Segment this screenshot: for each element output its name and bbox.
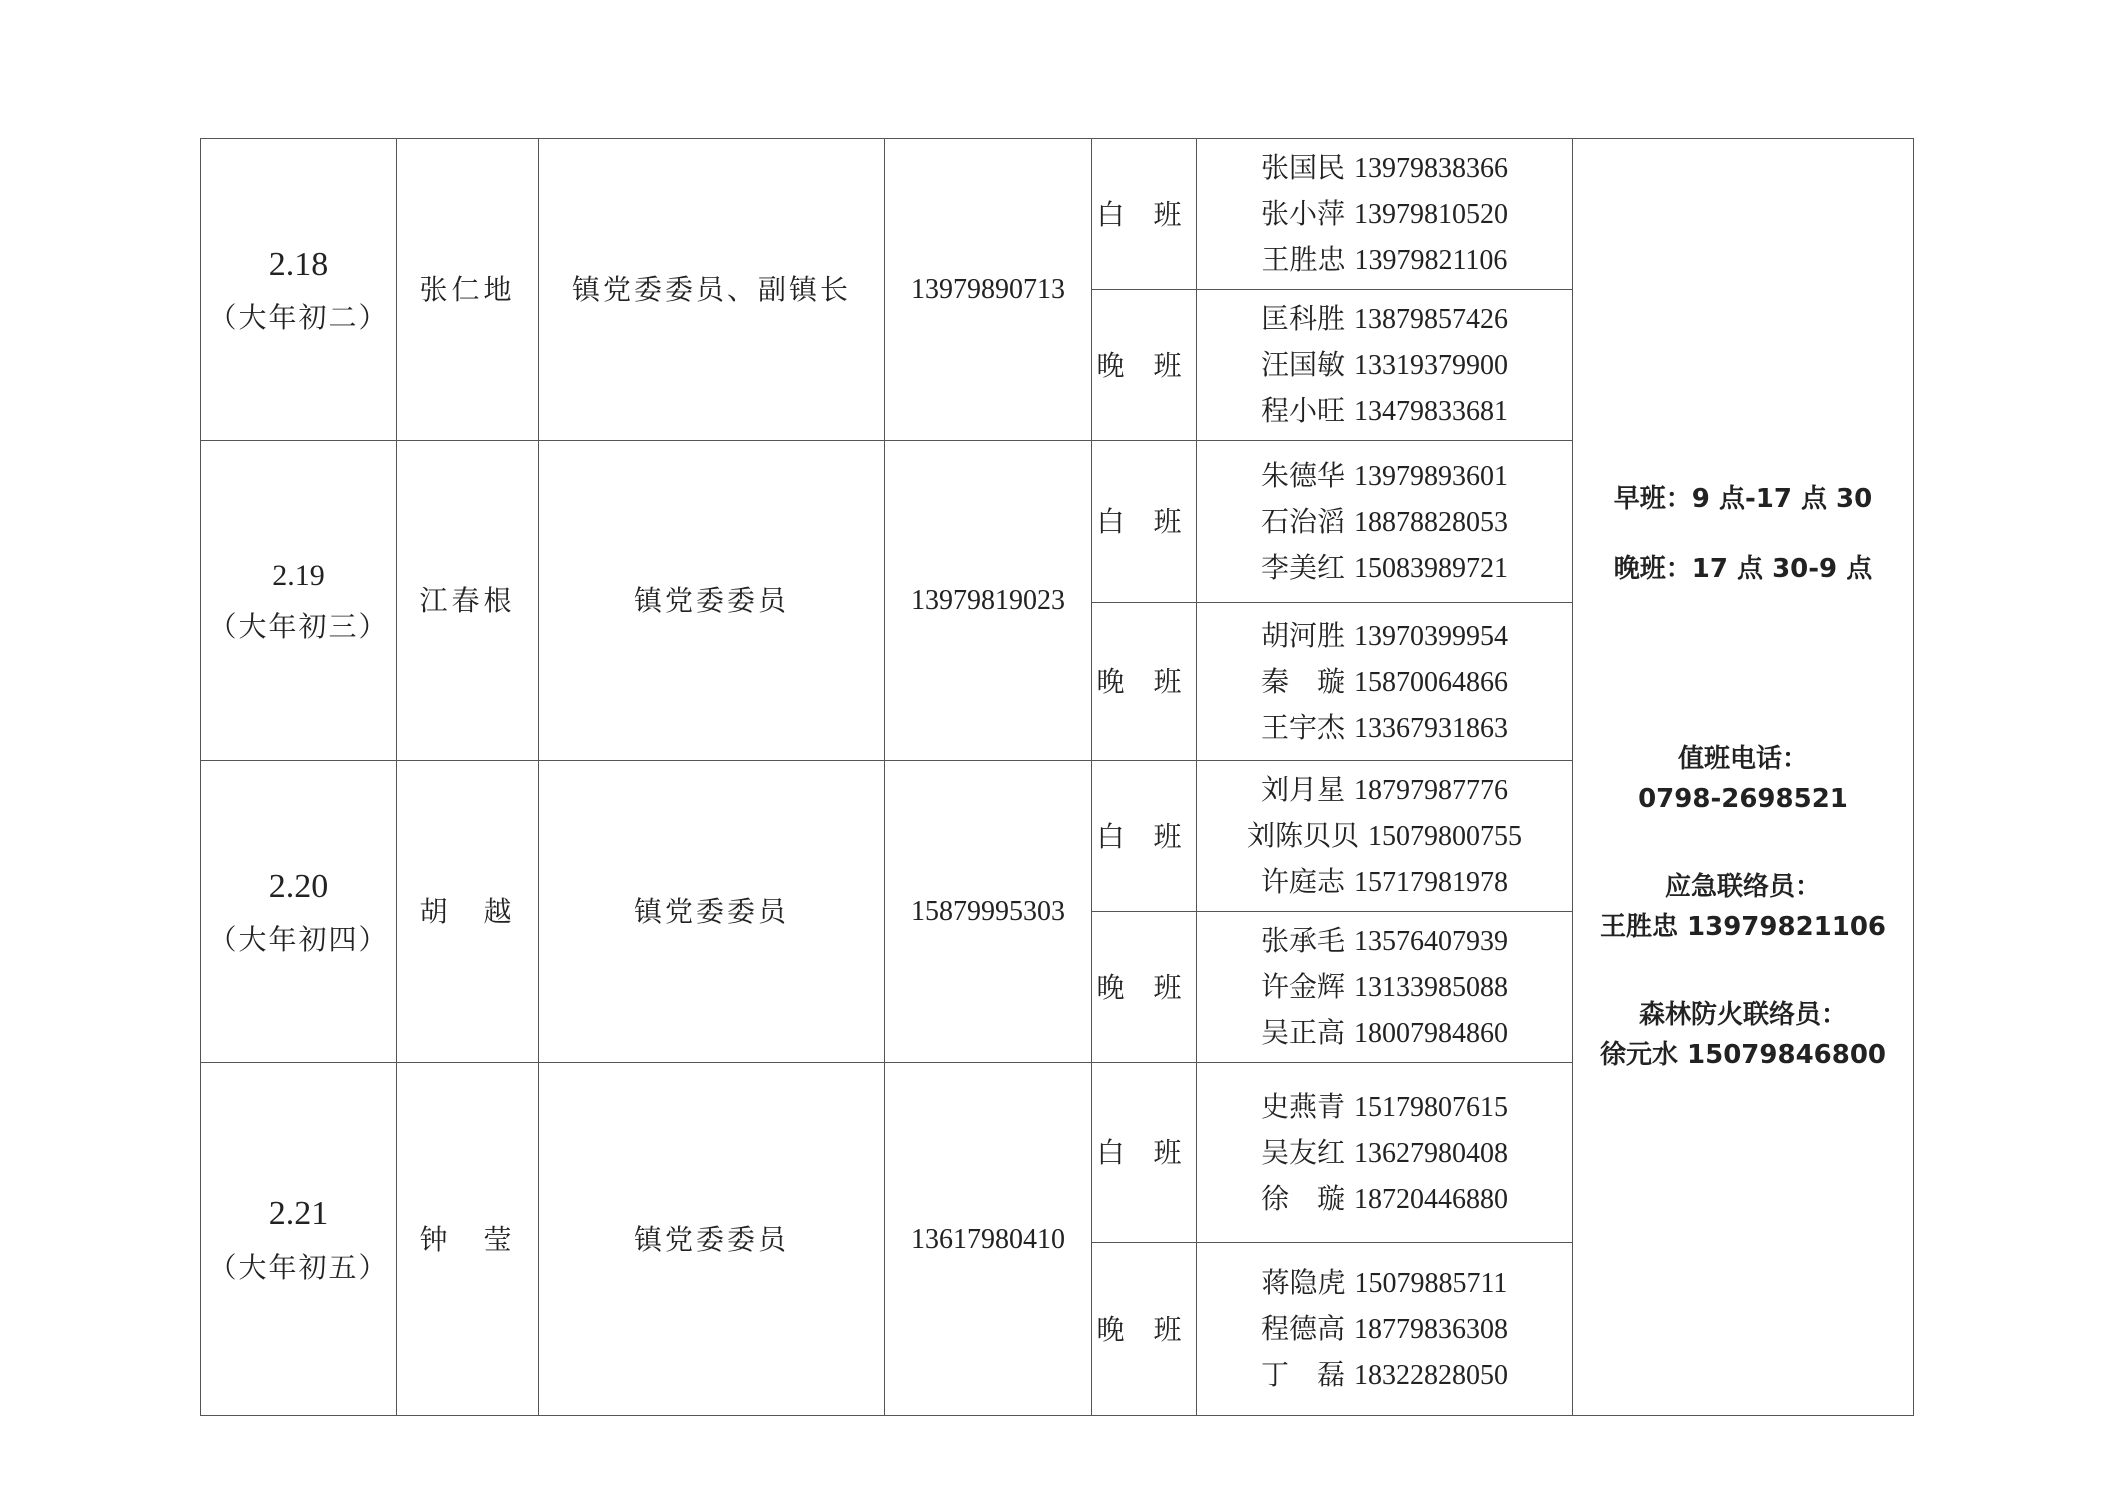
- duty-info: [1573, 479, 1913, 1075]
- date-cell: [201, 1063, 397, 1416]
- leader-name: 胡 越: [397, 761, 539, 1063]
- night-shift-staff: [1197, 603, 1573, 761]
- staff-entry: 张小萍 13979810520: [1261, 197, 1508, 230]
- day-shift-staff: [1197, 139, 1573, 290]
- staff-entry: 史燕青 15179807615: [1261, 1089, 1508, 1123]
- staff-entry: 吴友红 13627980408: [1261, 1135, 1508, 1169]
- staff-entry: 秦 璇 15870064866: [1261, 664, 1508, 698]
- leader-post: 镇党委委员: [539, 441, 885, 761]
- late-shift-hours: 晚班：17 点 30-9 点: [1613, 554, 1873, 584]
- staff-entry: 程小旺 13479833681: [1261, 394, 1508, 427]
- leader-post: 镇党委委员: [539, 761, 885, 1063]
- forest-fire-contact-label: 森林防火联络员：: [1638, 1000, 1847, 1030]
- date-value: 2.18: [268, 245, 329, 283]
- staff-entry: 汪国敏 13319379900: [1261, 348, 1508, 381]
- leader-name: 张仁地: [397, 139, 539, 441]
- night-shift-label: 晚 班: [1092, 912, 1197, 1063]
- hotline-label: 值班电话：: [1677, 744, 1808, 774]
- forest-fire-contact: 徐元水 15079846800: [1599, 1040, 1887, 1070]
- date-cell: [201, 761, 397, 1063]
- day-shift-label: 白 班: [1092, 441, 1197, 603]
- leader-phone: 13979819023: [885, 441, 1092, 761]
- date-festival: （大年初三）: [208, 609, 389, 643]
- leader-phone: 13979890713: [885, 139, 1092, 441]
- table-row: [201, 139, 1914, 290]
- staff-entry: 王胜忠 13979821106: [1261, 243, 1508, 276]
- staff-entry: 许金辉 13133985088: [1261, 970, 1508, 1003]
- leader-phone: 15879995303: [885, 761, 1092, 1063]
- staff-entry: 王宇杰 13367931863: [1261, 710, 1508, 744]
- early-shift-hours: 早班：9 点-17 点 30: [1613, 484, 1873, 514]
- day-shift-staff: [1197, 761, 1573, 912]
- night-shift-label: 晚 班: [1092, 1243, 1197, 1416]
- night-shift-staff: [1197, 912, 1573, 1063]
- day-shift-label: 白 班: [1092, 1063, 1197, 1243]
- staff-entry: 丁 磊 18322828050: [1261, 1358, 1508, 1391]
- day-shift-label: 白 班: [1092, 139, 1197, 290]
- staff-entry: 李美红 15083989721: [1261, 550, 1508, 584]
- staff-entry: 张承毛 13576407939: [1261, 924, 1508, 957]
- date-value: 2.20: [268, 867, 329, 905]
- day-shift-staff: [1197, 441, 1573, 603]
- day-shift-staff: [1197, 1063, 1573, 1243]
- date-cell: [201, 441, 397, 761]
- date-cell: [201, 139, 397, 441]
- date-value: 2.19: [272, 559, 325, 593]
- staff-entry: 朱德华 13979893601: [1261, 458, 1508, 492]
- duty-schedule-table: [200, 138, 1914, 1416]
- leader-phone: 13617980410: [885, 1063, 1092, 1416]
- staff-entry: 吴正高 18007984860: [1261, 1016, 1508, 1049]
- leader-name: 钟 莹: [397, 1063, 539, 1416]
- staff-entry: 程德高 18779836308: [1261, 1312, 1508, 1345]
- staff-entry: 刘陈贝贝 15079800755: [1247, 819, 1522, 852]
- leader-name: 江春根: [397, 441, 539, 761]
- date-festival: （大年初五）: [208, 1250, 389, 1284]
- date-value: 2.21: [268, 1195, 329, 1233]
- emergency-contact: 王胜忠 13979821106: [1599, 912, 1887, 942]
- staff-entry: 匡科胜 13879857426: [1261, 302, 1508, 335]
- date-festival: （大年初二）: [208, 301, 389, 335]
- staff-entry: 许庭志 15717981978: [1261, 865, 1508, 898]
- staff-entry: 胡河胜 13970399954: [1261, 618, 1508, 652]
- night-shift-label: 晚 班: [1092, 290, 1197, 441]
- leader-post: 镇党委委员、副镇长: [539, 139, 885, 441]
- emergency-contact-label: 应急联络员：: [1664, 872, 1821, 902]
- night-shift-staff: [1197, 1243, 1573, 1416]
- leader-post: 镇党委委员: [539, 1063, 885, 1416]
- staff-entry: 石治滔 18878828053: [1261, 504, 1508, 538]
- staff-entry: 刘月星 18797987776: [1261, 773, 1508, 806]
- day-shift-label: 白 班: [1092, 761, 1197, 912]
- staff-entry: 徐 璇 18720446880: [1261, 1181, 1508, 1215]
- night-shift-staff: [1197, 290, 1573, 441]
- date-festival: （大年初四）: [208, 923, 389, 957]
- duty-info-cell: [1573, 139, 1914, 1416]
- hotline-number: 0798-2698521: [1638, 784, 1848, 814]
- staff-entry: 蒋隐虎 15079885711: [1261, 1266, 1508, 1299]
- staff-entry: 张国民 13979838366: [1261, 151, 1508, 184]
- night-shift-label: 晚 班: [1092, 603, 1197, 761]
